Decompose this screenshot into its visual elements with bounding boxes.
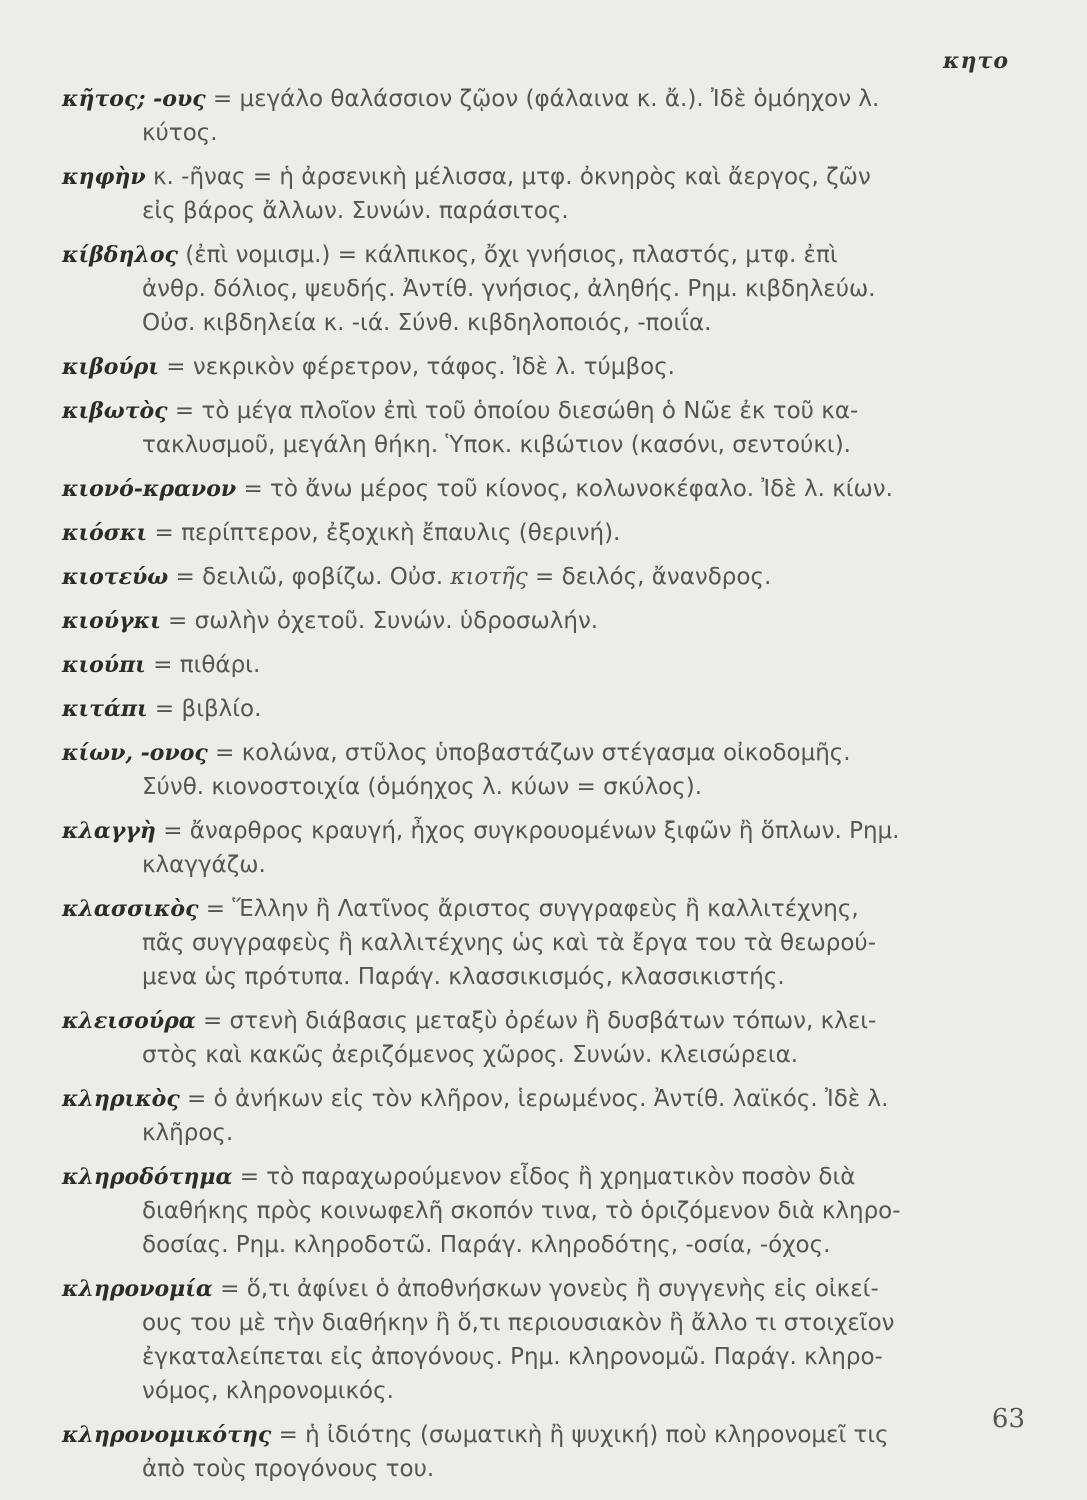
definition-text: = τὸ ἄνω μέρος τοῦ κίονος, κολωνοκέφαλο. Ἰδὲ λ. κίων.	[236, 476, 893, 502]
definition-text: = στενὴ διάβασις μεταξὺ ὀρέων ἢ δυσβάτων τόπων, κλει-	[195, 1008, 877, 1034]
headword: κιούπι	[62, 652, 146, 678]
dictionary-entry	[62, 394, 1022, 462]
headword: κιβούρι	[62, 354, 159, 380]
dictionary-entry	[62, 82, 1022, 150]
dictionary-entry	[62, 1272, 1022, 1408]
headword: κληρονομικότης	[62, 1422, 272, 1448]
headword: κῆτος; -ους	[62, 86, 206, 112]
entry-continuation-line: εἰς βάρος ἄλλων. Συνών. παράσιτος.	[142, 198, 569, 224]
entry-continuation-line: κύτος.	[142, 120, 218, 146]
definition-text: = τὸ μέγα πλοῖον ἐπὶ τοῦ ὁποίου διεσώθη ὁ Νῶε ἐκ τοῦ κα-	[167, 398, 859, 424]
dictionary-entry	[62, 560, 1022, 594]
dictionary-entry	[62, 238, 1022, 340]
entry-first-line	[62, 394, 1022, 428]
entry-continuation-line: δοσίας. Ρημ. κληροδοτῶ. Παράγ. κληροδότης, -οσία, -όχος.	[142, 1232, 831, 1258]
entry-first-line	[62, 516, 1022, 550]
dictionary-entry	[62, 648, 1022, 682]
headword: κληροδότημα	[62, 1164, 233, 1190]
entry-continuation-line: κλῆρος.	[142, 1120, 234, 1146]
definition-text: = νεκρικὸν φέρετρον, τάφος. Ἰδὲ λ. τύμβος.	[158, 354, 675, 380]
entry-first-line	[62, 1082, 1022, 1116]
dictionary-entry	[62, 814, 1022, 882]
headword: κλασσικὸς	[62, 896, 199, 922]
dictionary-entry	[62, 516, 1022, 550]
entry-continuation-line: ἀπὸ τοὺς προγόνους του.	[142, 1456, 435, 1482]
headword: κίων, -ονος	[62, 740, 208, 766]
entry-first-line	[62, 1160, 1022, 1194]
entry-first-line	[62, 472, 1022, 506]
headword: κληρικὸς	[62, 1086, 180, 1112]
dictionary-entry	[62, 1160, 1022, 1262]
entry-continuation-line: ἀνθρ. δόλιος, ψευδής. Ἀντίθ. γνήσιος, ἀληθής. Ρημ. κιβδηλεύω.	[142, 276, 876, 302]
entry-first-line	[62, 238, 1022, 272]
headword: κιβωτὸς	[62, 398, 168, 424]
entry-continuation-line: ἐγκαταλείπεται εἰς ἀπογόνους. Ρημ. κληρονομῶ. Παράγ. κληρο-	[142, 1344, 883, 1370]
definition-text: = μεγάλο θαλάσσιον ζῷον (φάλαινα κ. ἄ.). Ἰδὲ ὁμόηχον λ.	[205, 86, 880, 112]
definition-text: = τὸ παραχωρούμενον εἶδος ἢ χρηματικὸν ποσὸν διὰ	[232, 1164, 856, 1190]
entry-continuation-line: κλαγγάζω.	[142, 852, 266, 878]
entry-first-line	[62, 560, 1022, 594]
entry-first-line	[62, 692, 1022, 726]
definition-text: = δειλιῶ, φοβίζω. Οὐσ.	[168, 564, 451, 590]
entry-first-line	[62, 1272, 1022, 1306]
dictionary-entry	[62, 604, 1022, 638]
definition-text: = πιθάρι.	[145, 652, 261, 678]
headword: κλεισούρα	[62, 1008, 196, 1034]
entry-list	[62, 82, 1022, 1496]
definition-text: = ἡ ἰδιότης (σωματικὴ ἢ ψυχική) ποὺ κληρονομεῖ τις	[271, 1422, 889, 1448]
headword: κιτάπι	[62, 696, 148, 722]
page-number: 63	[991, 1404, 1025, 1434]
entry-continuation-line: τακλυσμοῦ, μεγάλη θήκη. Ὑποκ. κιβώτιον (κασόνι, σεντούκι).	[142, 432, 851, 458]
definition-text: = δειλός, ἄνανδρος.	[527, 564, 772, 590]
definition-text: = ὅ,τι ἀφίνει ὁ ἀποθνήσκων γονεὺς ἢ συγγενὴς εἰς οἰκεί-	[212, 1276, 879, 1302]
entry-continuation-line: πᾶς συγγραφεὺς ἢ καλλιτέχνης ὡς καὶ τὰ ἔργα του τὰ θεωρού-	[142, 930, 877, 956]
definition-text: = ὁ ἀνήκων εἰς τὸν κλῆρον, ἱερωμένος. Ἀντίθ. λαϊκός. Ἰδὲ λ.	[179, 1086, 889, 1112]
definition-text: κ. -ῆνας = ἡ ἀρσενικὴ μέλισσα, μτφ. ὀκνηρὸς καὶ ἄεργος, ζῶν	[145, 164, 871, 190]
dictionary-entry	[62, 1004, 1022, 1072]
entry-first-line	[62, 1004, 1022, 1038]
definition-text: (ἐπὶ νομισμ.) = κάλπικος, ὄχι γνήσιος, πλαστός, μτφ. ἐπὶ	[177, 242, 838, 268]
entry-first-line	[62, 736, 1022, 770]
headword: κιοτεύω	[62, 564, 169, 590]
entry-first-line	[62, 160, 1022, 194]
dictionary-entry	[62, 350, 1022, 384]
headword: κηφὴν	[62, 164, 146, 190]
entry-first-line	[62, 350, 1022, 384]
headword: κληρονομία	[62, 1276, 213, 1302]
definition-text: = βιβλίο.	[147, 696, 262, 722]
dictionary-entry	[62, 472, 1022, 506]
entry-continuation-line: ους του μὲ τὴν διαθήκην ἢ ὅ,τι περιουσιακὸν ἢ ἄλλο τι στοιχεῖον	[142, 1310, 895, 1336]
entry-continuation-line: Σύνθ. κιονοστοιχία (ὁμόηχος λ. κύων = σκύλος).	[142, 774, 703, 800]
entry-continuation-line: μενα ὡς πρότυπα. Παράγ. κλασσικισμός, κλασσικιστής.	[142, 964, 785, 990]
entry-continuation-line: στὸς καὶ κακῶς ἀεριζόμενος χῶρος. Συνών. κλεισώρεια.	[142, 1042, 799, 1068]
entry-first-line	[62, 814, 1022, 848]
headword: κλαγγὴ	[62, 818, 156, 844]
definition-text: = περίπτερον, ἐξοχικὴ ἔπαυλις (θερινή).	[147, 520, 621, 546]
italic-term: κιοτῆς	[450, 564, 528, 590]
headword: κιούγκι	[62, 608, 161, 634]
dictionary-entry	[62, 160, 1022, 228]
running-head: κητο	[943, 48, 1009, 74]
entry-first-line	[62, 82, 1022, 116]
entry-continuation-line: Οὐσ. κιβδηλεία κ. -ιά. Σύνθ. κιβδηλοποιός, -ποιΐα.	[142, 310, 712, 336]
entry-first-line	[62, 604, 1022, 638]
definition-text: = ἄναρθρος κραυγή, ἦχος συγκρουομένων ξιφῶν ἢ ὅπλων. Ρημ.	[155, 818, 900, 844]
headword: κιόσκι	[62, 520, 148, 546]
dictionary-entry	[62, 1082, 1022, 1150]
dictionary-entry	[62, 692, 1022, 726]
entry-continuation-line: διαθήκης πρὸς κοινωφελῆ σκοπόν τινα, τὸ ὁριζόμενον διὰ κληρο-	[142, 1198, 901, 1224]
dictionary-entry	[62, 1418, 1022, 1486]
headword: κιονό-κρανον	[62, 476, 237, 502]
entry-continuation-line: νόμος, κληρονομικός.	[142, 1378, 394, 1404]
definition-text: = Ἕλλην ἢ Λατῖνος ἄριστος συγγραφεὺς ἢ καλλιτέχνης,	[198, 896, 859, 922]
definition-text: = κολώνα, στῦλος ὑποβαστάζων στέγασμα οἰκοδομῆς.	[207, 740, 851, 766]
headword: κίβδηλος	[62, 242, 178, 268]
dictionary-entry	[62, 736, 1022, 804]
dictionary-entry	[62, 892, 1022, 994]
entry-first-line	[62, 1418, 1022, 1452]
entry-first-line	[62, 892, 1022, 926]
entry-first-line	[62, 648, 1022, 682]
definition-text: = σωλὴν ὀχετοῦ. Συνών. ὑδροσωλήν.	[160, 608, 599, 634]
